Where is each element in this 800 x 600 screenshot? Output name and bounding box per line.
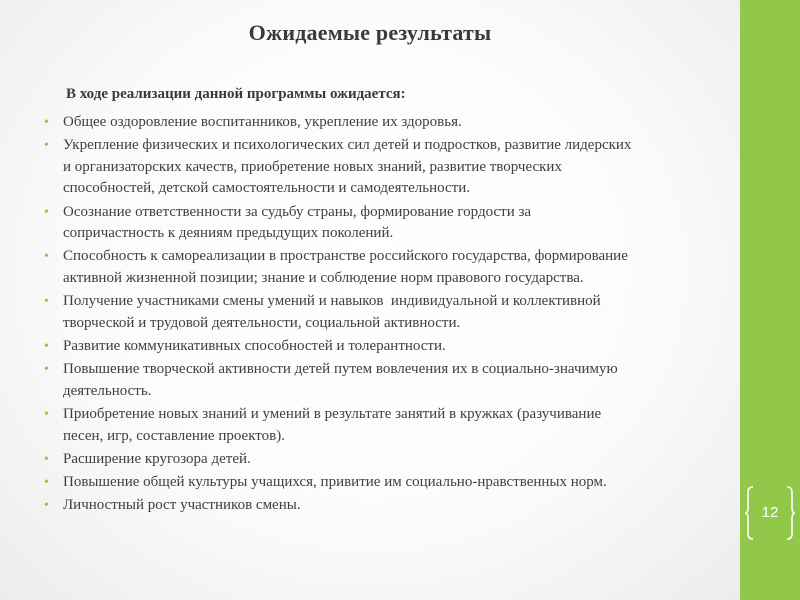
bullet-item-6: [44, 336, 744, 358]
bullet-item-9: [44, 449, 744, 471]
bullet-item-4: [44, 246, 744, 289]
bullet-line: Расширение кругозора детей.: [63, 450, 251, 467]
bullet-item-2: [44, 135, 744, 200]
bullet-line: Развитие коммуникативных способностей и толерантности.: [63, 337, 446, 354]
bullet-dot-icon: •: [44, 249, 49, 265]
bullet-line: песен, игр, составление проектов).: [63, 427, 285, 444]
bullet-line: Осознание ответственности за судьбу страны, формирование гордости за: [63, 203, 532, 220]
bullet-dot-icon: •: [44, 475, 49, 491]
bullet-dot-icon: •: [44, 294, 49, 310]
results-bullet-list: [44, 112, 744, 519]
bullet-dot-icon: •: [44, 204, 49, 220]
bullet-line: Способность к самореализации в пространстве российского государства, формирование: [63, 248, 628, 265]
bullet-line: Приобретение новых знаний и умений в результате занятий в кружках (разучивание: [63, 406, 602, 423]
bullet-item-7: [44, 359, 744, 402]
bullet-line: способностей, детской самостоятельности и самодеятельности.: [63, 180, 471, 197]
bullet-line: сопричастность к деяниям предыдущих поколений.: [63, 225, 394, 242]
bullet-dot-icon: •: [44, 138, 49, 154]
bullet-dot-icon: •: [44, 115, 49, 130]
bullet-dot-icon: •: [44, 338, 49, 354]
bullet-dot-icon: •: [44, 451, 49, 467]
bullet-line: Повышение творческой активности детей путем вовлечения их в социально-значимую: [63, 361, 618, 378]
bullet-line: Повышение общей культуры учащихся, привитие им социально-нравственных норм.: [63, 474, 607, 491]
bullet-line: деятельность.: [63, 382, 152, 399]
bullet-item-8: [44, 404, 744, 447]
bullet-line: Укрепление физических и психологических сил детей и подростков, развитие лидерских: [63, 137, 632, 154]
page-number-badge: [744, 486, 796, 540]
bullet-item-5: [44, 291, 744, 334]
bullet-item-10: [44, 472, 744, 494]
bullet-line: Получение участниками смены умений и навыков индивидуальной и коллективной: [63, 293, 601, 310]
bullet-line: и организаторских качеств, приобретение новых знаний, развитие творческих: [63, 158, 562, 175]
slide-title: Ожидаемые результаты: [248, 20, 492, 45]
intro-text: В ходе реализации данной программы ожидается:: [66, 86, 406, 102]
page-number: 12: [761, 504, 779, 521]
bullet-line: Личностный рост участников смены.: [63, 497, 301, 514]
bullet-item-11: [44, 495, 744, 517]
bullet-dot-icon: •: [44, 407, 49, 423]
bullet-item-1: [44, 112, 744, 134]
bullet-line: творческой и трудовой деятельности, социальной активности.: [63, 314, 461, 331]
bullet-line: активной жизненной позиции; знание и соблюдение норм правового государства.: [63, 269, 584, 286]
bullet-dot-icon: •: [44, 362, 49, 378]
bullet-dot-icon: •: [44, 498, 49, 514]
bullet-item-3: [44, 202, 744, 245]
bullet-line: Общее оздоровление воспитанников, укрепление их здоровья.: [63, 114, 462, 130]
